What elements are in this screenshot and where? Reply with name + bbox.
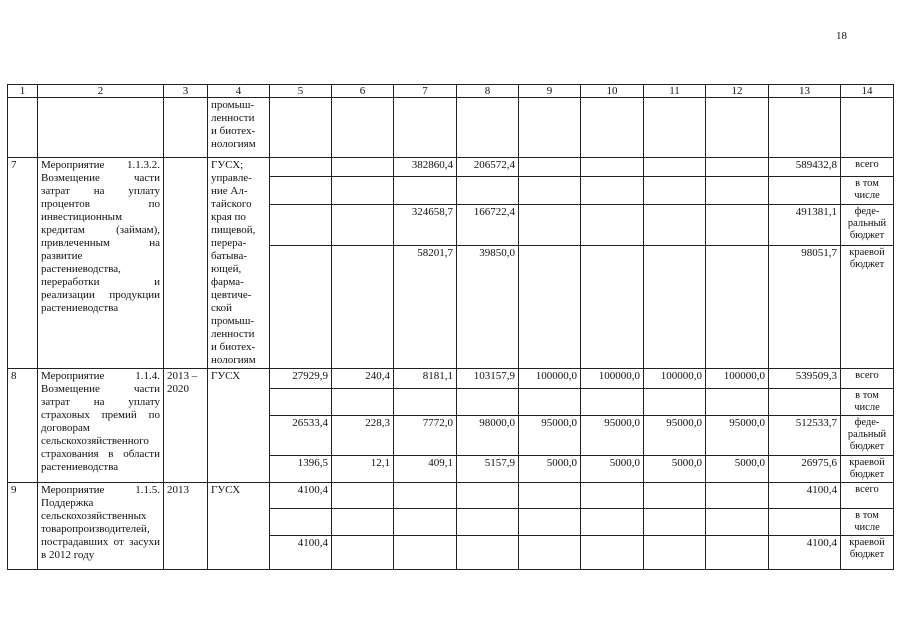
value-cell: 95000,0 (581, 416, 644, 456)
value-cell: 95000,0 (706, 416, 769, 456)
value-cell (706, 246, 769, 369)
value-cell: 12,1 (332, 456, 394, 483)
value-cell: 4100,4 (769, 483, 841, 509)
value-cell: 98000,0 (457, 416, 519, 456)
column-header: 9 (519, 85, 581, 98)
value-cell (706, 176, 769, 204)
funding-source: всего (841, 369, 894, 389)
value-cell (332, 509, 394, 536)
value-cell (581, 176, 644, 204)
value-cell (270, 176, 332, 204)
funding-source: краевой бюджет (841, 536, 894, 570)
value-cell: 95000,0 (644, 416, 706, 456)
value-cell: 7772,0 (394, 416, 457, 456)
value-cell (519, 483, 581, 509)
value-cell: 4100,4 (270, 483, 332, 509)
value-cell (519, 536, 581, 570)
funding-source: краевой бюджет (841, 456, 894, 483)
executor-cell: ГУСХ; управле- ние Ал- тайского края по пищевой, перера- батыва- ющей, фарма- цевтиче- ской промыш- ленности и биотех- нологиям (208, 158, 270, 369)
value-cell (457, 483, 519, 509)
value-cell: 240,4 (332, 369, 394, 389)
value-cell (519, 158, 581, 177)
value-cell (581, 389, 644, 416)
funding-source: краевой бюджет (841, 246, 894, 369)
value-cell (581, 509, 644, 536)
value-cell (769, 176, 841, 204)
value-cell (270, 158, 332, 177)
column-header: 6 (332, 85, 394, 98)
value-cell: 539509,3 (769, 369, 841, 389)
value-cell (394, 483, 457, 509)
value-cell (332, 483, 394, 509)
value-cell (270, 389, 332, 416)
value-cell: 100000,0 (519, 369, 581, 389)
value-cell: 382860,4 (394, 158, 457, 177)
value-cell (457, 389, 519, 416)
column-header: 5 (270, 85, 332, 98)
value-cell: 95000,0 (519, 416, 581, 456)
years-cell: 2013 – 2020 (164, 369, 208, 483)
column-header: 14 (841, 85, 894, 98)
value-cell (644, 389, 706, 416)
header-row (8, 85, 894, 98)
value-cell (644, 158, 706, 177)
program-table (7, 84, 894, 570)
empty-cell (457, 98, 519, 158)
value-cell (644, 246, 706, 369)
value-cell (457, 509, 519, 536)
value-cell: 409,1 (394, 456, 457, 483)
row-number: 7 (8, 158, 38, 369)
value-cell: 58201,7 (394, 246, 457, 369)
empty-cell (394, 98, 457, 158)
value-cell: 100000,0 (644, 369, 706, 389)
column-header: 10 (581, 85, 644, 98)
value-cell (581, 246, 644, 369)
column-header: 4 (208, 85, 270, 98)
value-cell (394, 536, 457, 570)
value-cell: 5000,0 (581, 456, 644, 483)
empty-cell (38, 98, 164, 158)
measure-name: Мероприятие 1.1.3.2. Возмещение части затрат на уплату процентов по инвестиционным кредитам (займам), привлеченным на развитие растениеводства, переработки и реализации продукции растениеводства (38, 158, 164, 369)
funding-source: всего (841, 158, 894, 177)
value-cell (332, 176, 394, 204)
value-cell (644, 204, 706, 246)
value-cell (270, 246, 332, 369)
value-cell (769, 509, 841, 536)
row-number: 8 (8, 369, 38, 483)
value-cell: 4100,4 (769, 536, 841, 570)
value-cell: 324658,7 (394, 204, 457, 246)
measure-name: Мероприятие 1.1.4. Возмещение части затрат на уплату страховых премий по договорам сельскохозяйственного страхования в области растениеводства (38, 369, 164, 483)
column-header: 12 (706, 85, 769, 98)
empty-cell (164, 98, 208, 158)
value-cell: 39850,0 (457, 246, 519, 369)
value-cell (644, 536, 706, 570)
funding-source: в том числе (841, 509, 894, 536)
table-row (8, 369, 894, 389)
value-cell (457, 176, 519, 204)
table-row (8, 483, 894, 509)
value-cell (519, 246, 581, 369)
value-cell (394, 509, 457, 536)
value-cell: 5157,9 (457, 456, 519, 483)
funding-source: в том числе (841, 389, 894, 416)
value-cell (332, 536, 394, 570)
value-cell: 5000,0 (644, 456, 706, 483)
value-cell (270, 509, 332, 536)
value-cell (332, 246, 394, 369)
empty-cell (644, 98, 706, 158)
value-cell (706, 536, 769, 570)
column-header: 8 (457, 85, 519, 98)
value-cell (581, 158, 644, 177)
empty-cell (769, 98, 841, 158)
column-header: 7 (394, 85, 457, 98)
funding-source: феде- ральный бюджет (841, 416, 894, 456)
value-cell: 5000,0 (519, 456, 581, 483)
executor-cell: ГУСХ (208, 369, 270, 483)
table-row (8, 158, 894, 177)
value-cell (769, 389, 841, 416)
continuation-row (8, 98, 894, 158)
value-cell (706, 483, 769, 509)
column-header: 13 (769, 85, 841, 98)
empty-cell (270, 98, 332, 158)
value-cell: 4100,4 (270, 536, 332, 570)
value-cell (332, 158, 394, 177)
empty-cell (519, 98, 581, 158)
column-header: 1 (8, 85, 38, 98)
value-cell: 491381,1 (769, 204, 841, 246)
empty-cell (332, 98, 394, 158)
value-cell: 1396,5 (270, 456, 332, 483)
column-header: 11 (644, 85, 706, 98)
funding-source: феде- ральный бюджет (841, 204, 894, 246)
funding-source: в том числе (841, 176, 894, 204)
value-cell (581, 483, 644, 509)
value-cell: 100000,0 (706, 369, 769, 389)
value-cell (581, 536, 644, 570)
value-cell (332, 204, 394, 246)
value-cell (457, 536, 519, 570)
row-number: 9 (8, 483, 38, 570)
value-cell: 206572,4 (457, 158, 519, 177)
value-cell (270, 204, 332, 246)
page-number: 18 (836, 30, 847, 42)
years-cell: 2013 (164, 483, 208, 570)
value-cell: 228,3 (332, 416, 394, 456)
value-cell: 5000,0 (706, 456, 769, 483)
value-cell (519, 176, 581, 204)
column-header: 2 (38, 85, 164, 98)
value-cell: 512533,7 (769, 416, 841, 456)
empty-cell (8, 98, 38, 158)
value-cell (519, 204, 581, 246)
value-cell: 166722,4 (457, 204, 519, 246)
value-cell (519, 509, 581, 536)
value-cell (706, 509, 769, 536)
value-cell (581, 204, 644, 246)
value-cell: 103157,9 (457, 369, 519, 389)
value-cell: 100000,0 (581, 369, 644, 389)
value-cell (706, 389, 769, 416)
value-cell (644, 483, 706, 509)
value-cell: 27929,9 (270, 369, 332, 389)
funding-source: всего (841, 483, 894, 509)
value-cell: 98051,7 (769, 246, 841, 369)
value-cell (394, 389, 457, 416)
value-cell (706, 204, 769, 246)
value-cell (519, 389, 581, 416)
value-cell (644, 509, 706, 536)
value-cell: 26533,4 (270, 416, 332, 456)
value-cell: 589432,8 (769, 158, 841, 177)
value-cell (644, 176, 706, 204)
executor-cell: промыш- ленности и биотех- нологиям (208, 98, 270, 158)
column-header: 3 (164, 85, 208, 98)
empty-cell (841, 98, 894, 158)
value-cell (332, 389, 394, 416)
executor-cell: ГУСХ (208, 483, 270, 570)
years-cell (164, 158, 208, 369)
measure-name: Мероприятие 1.1.5. Поддержка сельскохозяйственных товаропроизводителей, пострадавших от засухи в 2012 году (38, 483, 164, 570)
value-cell: 8181,1 (394, 369, 457, 389)
value-cell (706, 158, 769, 177)
empty-cell (581, 98, 644, 158)
value-cell: 26975,6 (769, 456, 841, 483)
empty-cell (706, 98, 769, 158)
value-cell (394, 176, 457, 204)
